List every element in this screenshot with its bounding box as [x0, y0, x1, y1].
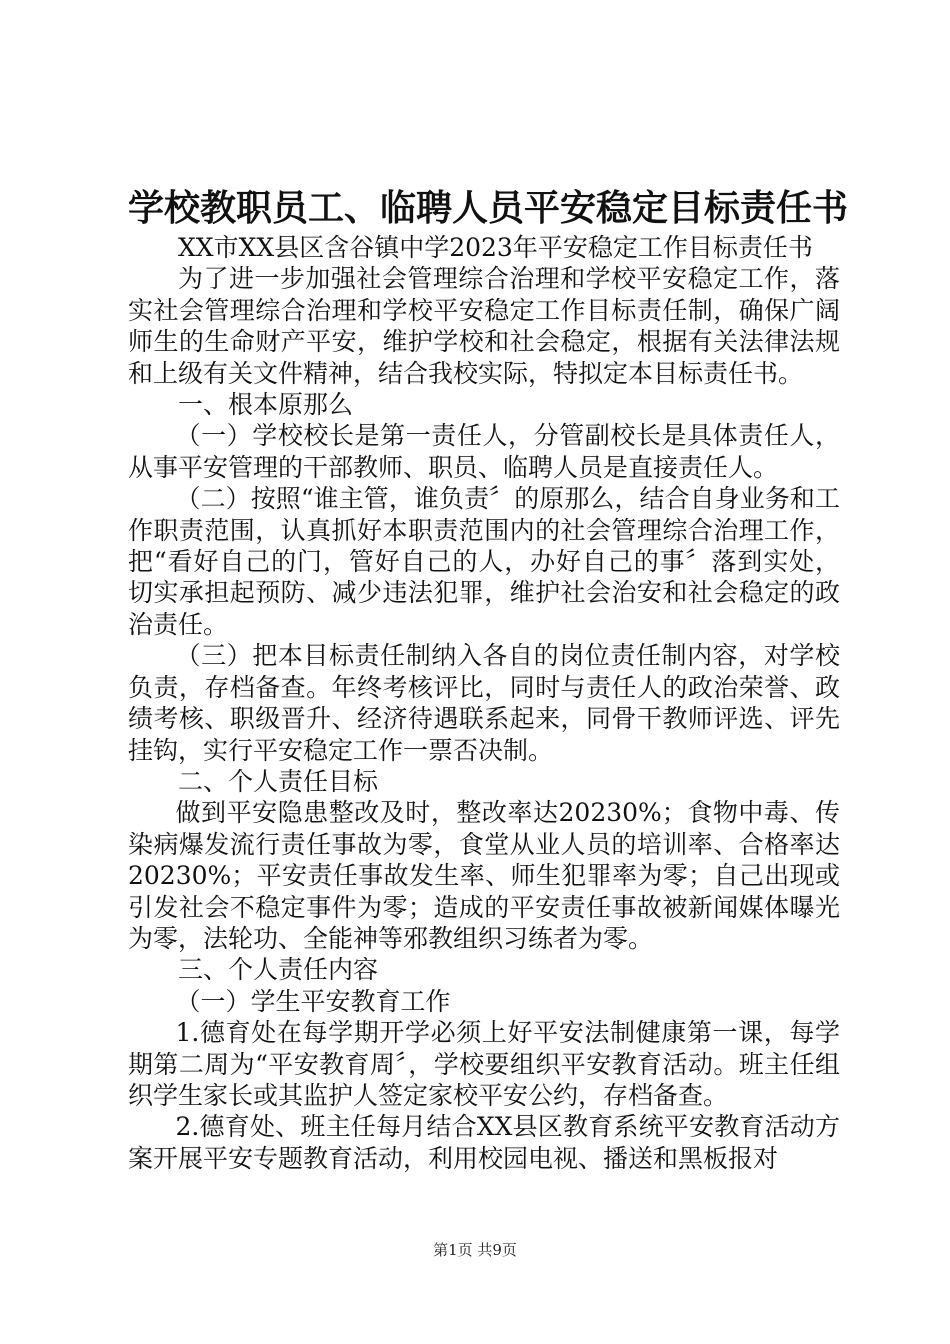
document-body — [128, 232, 840, 1174]
paragraph-targets: 做到平安隐患整改及时，整改率达20230%；食物中毒、传染病爆发流行责任事故为零，食堂从业人员的培训率、合格率达20230%；平安责任事故发生率、师生犯罪率为零；自己出现或引发社会不稳定事件为零；造成的平安责任事故被新闻媒体曝光为零，法轮功、全能神等邪教组织习练者为零。 — [128, 798, 840, 953]
section-heading-2: 二、个人责任目标 — [178, 766, 379, 796]
document-title: 学校教职员工、临聘人员平安稳定目标责任书 — [128, 187, 849, 229]
page-number-footer: 第1页 共9页 — [433, 1241, 517, 1259]
paragraph-principle-1: （一）学校校长是第一责任人，分管副校长是具体责任人，从事平安管理的干部教师、职员、临聘人员是直接责任人。 — [128, 421, 840, 482]
section-heading-3: 三、个人责任内容 — [178, 955, 379, 985]
paragraph-subtitle: XX市XX县区含谷镇中学2023年平安稳定工作目标责任书 — [178, 233, 813, 262]
paragraph-principle-2: （二）按照“谁主管，谁负责〞的原那么，结合自身业务和工作职责范围，认真抓好本职责范围内的社会管理综合治理工作，把“看好自己的门，管好自己的人，办好自己的事〞落到实处，切实承担起预防、减少违法犯罪，维护社会治安和社会稳定的政治责任。 — [128, 484, 840, 639]
paragraph-item-2: 2.德育处、班主任每月结合XX县区教育系统平安教育活动方案开展平安专题教育活动，利用校园电视、播送和黑板报对 — [128, 1112, 840, 1173]
paragraph-item-1: 1.德育处在每学期开学必须上好平安法制健康第一课，每学期第二周为“平安教育周〞，学校要组织平安教育活动。班主任组织学生家长或其监护人签定家校平安公约，存档备查。 — [128, 1018, 840, 1110]
subsection-heading-1: （一）学生平安教育工作 — [175, 986, 451, 1016]
section-heading-1: 一、根本原那么 — [178, 390, 354, 420]
paragraph-intro: 为了进一步加强社会管理综合治理和学校平安稳定工作，落实社会管理综合治理和学校平安稳定工作目标责任制，确保广阔师生的生命财产平安，维护学校和社会稳定，根据有关法律法规和上级有关文件精神，结合我校实际，特拟定本目标责任书。 — [128, 264, 840, 388]
paragraph-principle-3: （三）把本目标责任制纳入各自的岗位责任制内容，对学校负责，存档备查。年终考核评比，同时与责任人的政治荣誉、政绩考核、职级晋升、经济待遇联系起来，同骨干教师评选、评先挂钩，实行平安稳定工作一票否决制。 — [128, 641, 840, 765]
